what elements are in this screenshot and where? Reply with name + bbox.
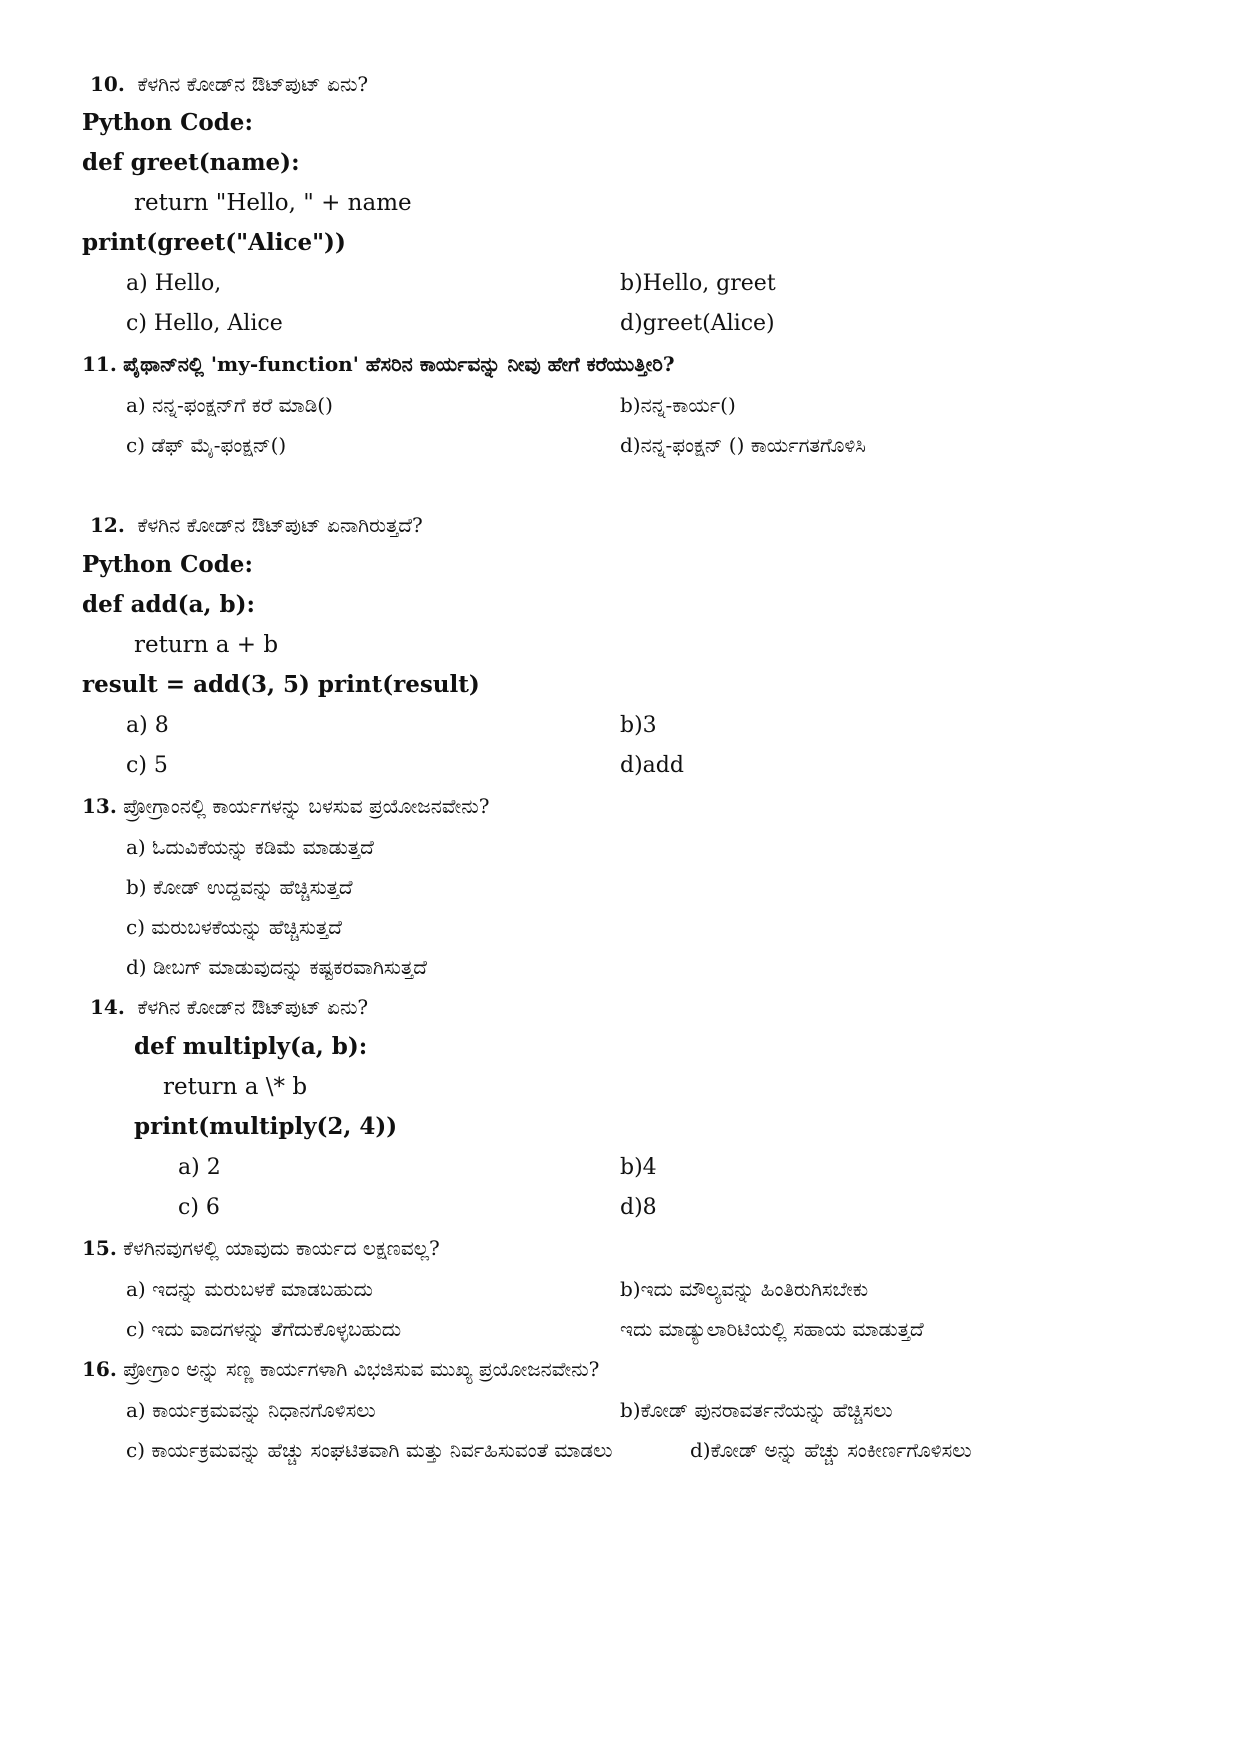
option-c: c) ಮರುಬಳಕೆಯನ್ನು ಹೆಚ್ಚಿಸುತ್ತದೆ [126, 915, 342, 939]
option-d: ಇದು ಮಾಡ್ಯುಲಾರಿಟಿಯಲ್ಲಿ ಸಹಾಯ ಮಾಡುತ್ತದೆ [620, 1317, 924, 1341]
option-b: b) ಕೋಡ್ ಉದ್ದವನ್ನು ಹೆಚ್ಚಿಸುತ್ತದೆ [126, 875, 353, 899]
question-10-title: 10. ಕೆಳಗಿನ ಕೋಡ್‌ನ ಔಟ್‌ಪುಟ್ ಏನು? [90, 72, 369, 96]
option-c: c) 5 [126, 753, 168, 778]
option-d: d)ನನ್ನ-ಫಂಕ್ಷನ್ () ಕಾರ್ಯಗತಗೊಳಿಸಿ [620, 433, 866, 457]
option-a: a) 2 [178, 1155, 221, 1180]
option-d: d)greet(Alice) [620, 311, 775, 336]
option-b: b)ನನ್ನ-ಕಾರ್ಯ() [620, 393, 736, 417]
option-a: a) ನನ್ನ-ಫಂಕ್ಷನ್‌ಗೆ ಕರೆ ಮಾಡಿ() [126, 393, 333, 417]
option-b: b)Hello, greet [620, 271, 776, 296]
code-line: print(multiply(2, 4)) [134, 1113, 398, 1140]
option-c: c) ಡೆಫ್ ಮೈ-ಫಂಕ್ಷನ್() [126, 433, 287, 457]
code-line: return "Hello, " + name [134, 190, 412, 216]
code-line: return a \* b [163, 1074, 308, 1100]
question-14-title: 14. ಕೆಳಗಿನ ಕೋಡ್‌ನ ಔಟ್‌ಪುಟ್ ಏನು? [90, 995, 369, 1019]
question-11-title: 11. ಪೈಥಾನ್‌ನಲ್ಲಿ 'my-function' ಹೆಸರಿನ ಕಾರ್ಯವನ್ನು ನೀವು ಹೇಗೆ ಕರೆಯುತ್ತೀರಿ? [82, 352, 675, 376]
option-c: c) ಕಾರ್ಯಕ್ರಮವನ್ನು ಹೆಚ್ಚು ಸಂಘಟಿತವಾಗಿ ಮತ್ತು ನಿರ್ವಹಿಸುವಂತೆ ಮಾಡಲು [126, 1438, 613, 1462]
code-line: def greet(name): [82, 149, 300, 176]
code-label: Python Code: [82, 109, 253, 136]
option-b: b)4 [620, 1155, 657, 1180]
code-line: result = add(3, 5) print(result) [82, 671, 480, 698]
option-d: d)add [620, 753, 684, 778]
code-line: return a + b [134, 632, 279, 658]
code-label: Python Code: [82, 551, 253, 578]
code-line: def multiply(a, b): [134, 1033, 368, 1060]
option-a: a) ಕಾರ್ಯಕ್ರಮವನ್ನು ನಿಧಾನಗೊಳಿಸಲು [126, 1398, 376, 1422]
option-c: c) ಇದು ವಾದಗಳನ್ನು ತೆಗೆದುಕೊಳ್ಳಬಹುದು [126, 1317, 402, 1341]
question-16-title: 16. ಪ್ರೋಗ್ರಾಂ ಅನ್ನು ಸಣ್ಣ ಕಾರ್ಯಗಳಾಗಿ ವಿಭಜಿಸುವ ಮುಖ್ಯ ಪ್ರಯೋಜನವೇನು? [82, 1357, 600, 1381]
code-line: def add(a, b): [82, 591, 255, 618]
option-d: d)8 [620, 1195, 657, 1220]
question-15-title: 15. ಕೆಳಗಿನವುಗಳಲ್ಲಿ ಯಾವುದು ಕಾರ್ಯದ ಲಕ್ಷಣವಲ್ಲ? [82, 1236, 440, 1260]
option-d: d) ಡೀಬಗ್ ಮಾಡುವುದನ್ನು ಕಷ್ಟಕರವಾಗಿಸುತ್ತದೆ [126, 955, 427, 979]
option-b: b)3 [620, 713, 657, 738]
option-b: b)ಇದು ಮೌಲ್ಯವನ್ನು ಹಿಂತಿರುಗಿಸಬೇಕು [620, 1277, 869, 1301]
option-a: a) ಇದನ್ನು ಮರುಬಳಕೆ ಮಾಡಬಹುದು [126, 1277, 373, 1301]
option-c: c) Hello, Alice [126, 311, 283, 336]
code-line: print(greet("Alice")) [82, 229, 346, 256]
option-c: c) 6 [178, 1195, 220, 1220]
option-a: a) Hello, [126, 271, 222, 296]
option-d: d)ಕೋಡ್ ಅನ್ನು ಹೆಚ್ಚು ಸಂಕೀರ್ಣಗೊಳಿಸಲು [690, 1438, 972, 1462]
question-12-title: 12. ಕೆಳಗಿನ ಕೋಡ್‌ನ ಔಟ್‌ಪುಟ್ ಏನಾಗಿರುತ್ತದೆ? [90, 513, 423, 537]
question-13-title: 13. ಪ್ರೋಗ್ರಾಂನಲ್ಲಿ ಕಾರ್ಯಗಳನ್ನು ಬಳಸುವ ಪ್ರಯೋಜನವೇನು? [82, 794, 490, 818]
option-a: a) ಓದುವಿಕೆಯನ್ನು ಕಡಿಮೆ ಮಾಡುತ್ತದೆ [126, 835, 374, 859]
option-b: b)ಕೋಡ್ ಪುನರಾವರ್ತನೆಯನ್ನು ಹೆಚ್ಚಿಸಲು [620, 1398, 893, 1422]
option-a: a) 8 [126, 713, 169, 738]
